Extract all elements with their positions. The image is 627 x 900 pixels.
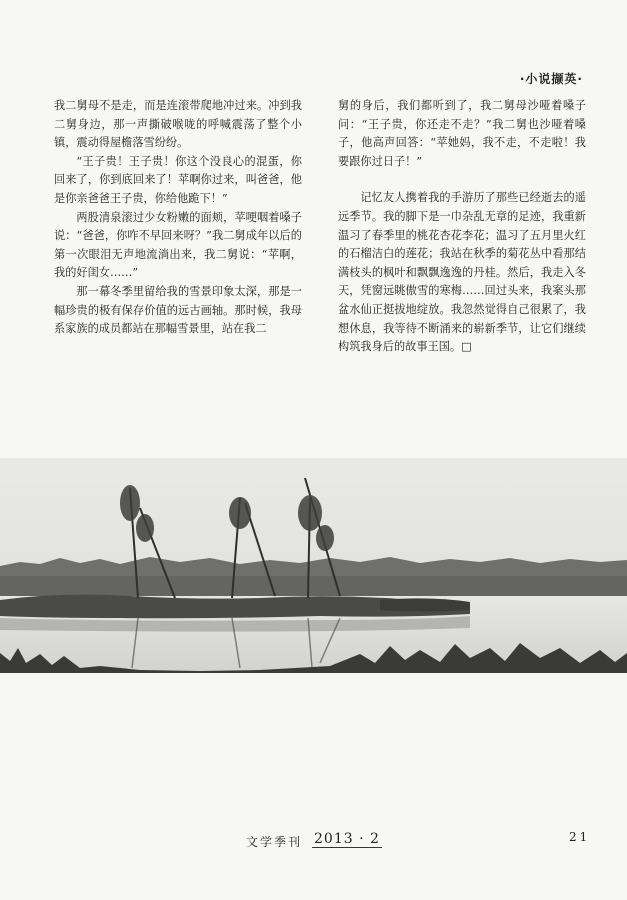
paragraph: 那一幕冬季里留给我的雪景印象太深，那是一幅珍贵的极有保存价值的远古画轴。那时候，我母系家族的成员都站在那幅雪景里，站在我二: [54, 284, 302, 336]
issue-number: 2013 · 2: [314, 831, 380, 847]
left-column: [54, 97, 302, 339]
page-footer: [0, 830, 627, 853]
paragraph: 我二舅母不是走，而是连滚带爬地冲过来。冲到我二舅身边，那一声撕破喉咙的呼喊震荡了整个小镇，震动得屋檐落雪纷纷。: [54, 99, 302, 150]
page-number: 21: [569, 830, 591, 844]
paragraph: 记忆友人携着我的手游历了那些已经逝去的遥远季节。我的脚下是一巾杂乱无章的足迹，我重新温习了春季里的桃花杏花李花；温习了五月里火红的石榴洁白的莲花；我站在秋季的菊花丛中看那结满枝头的枫叶和飘飘逸逸的丹桂。然后，我走入冬天，凭窗远眺傲雪的寒梅……回过头来，我案头那盆水仙正挺拔地绽放。我忽然觉得自己很累了，我想休息，我等待不断涌来的崭新季节，让它们继续构筑我身后的故事王国。□: [338, 191, 586, 354]
paragraph: 舅的身后，我们都听到了，我二舅母沙哑着嗓子问：“王子贵，你还走不走？”我二舅也沙哑着嗓子，他高声回答：“苹她妈，我不走，不走啦！我要跟你过日子！”: [338, 99, 586, 168]
right-column: [338, 97, 586, 357]
landscape-photo: [0, 458, 627, 673]
paragraph: “王子贵！王子贵！你这个没良心的混蛋，你回来了，你到底回来了！苹啊你过来，叫爸爸，他是你亲爸爸王子贵，你给他跪下！”: [54, 154, 302, 205]
journal-name: 文学季刊: [246, 835, 303, 849]
paragraph: 两股清泉滚过少女粉嫩的面颊，苹哽咽着嗓子说：“爸爸，你咋不早回来呀？”我二舅成年以后的第一次眼泪无声地流淌出来，我二舅说：“苹啊，我的好闺女……”: [54, 210, 302, 280]
section-tag: ·小说撷英·: [519, 72, 583, 86]
